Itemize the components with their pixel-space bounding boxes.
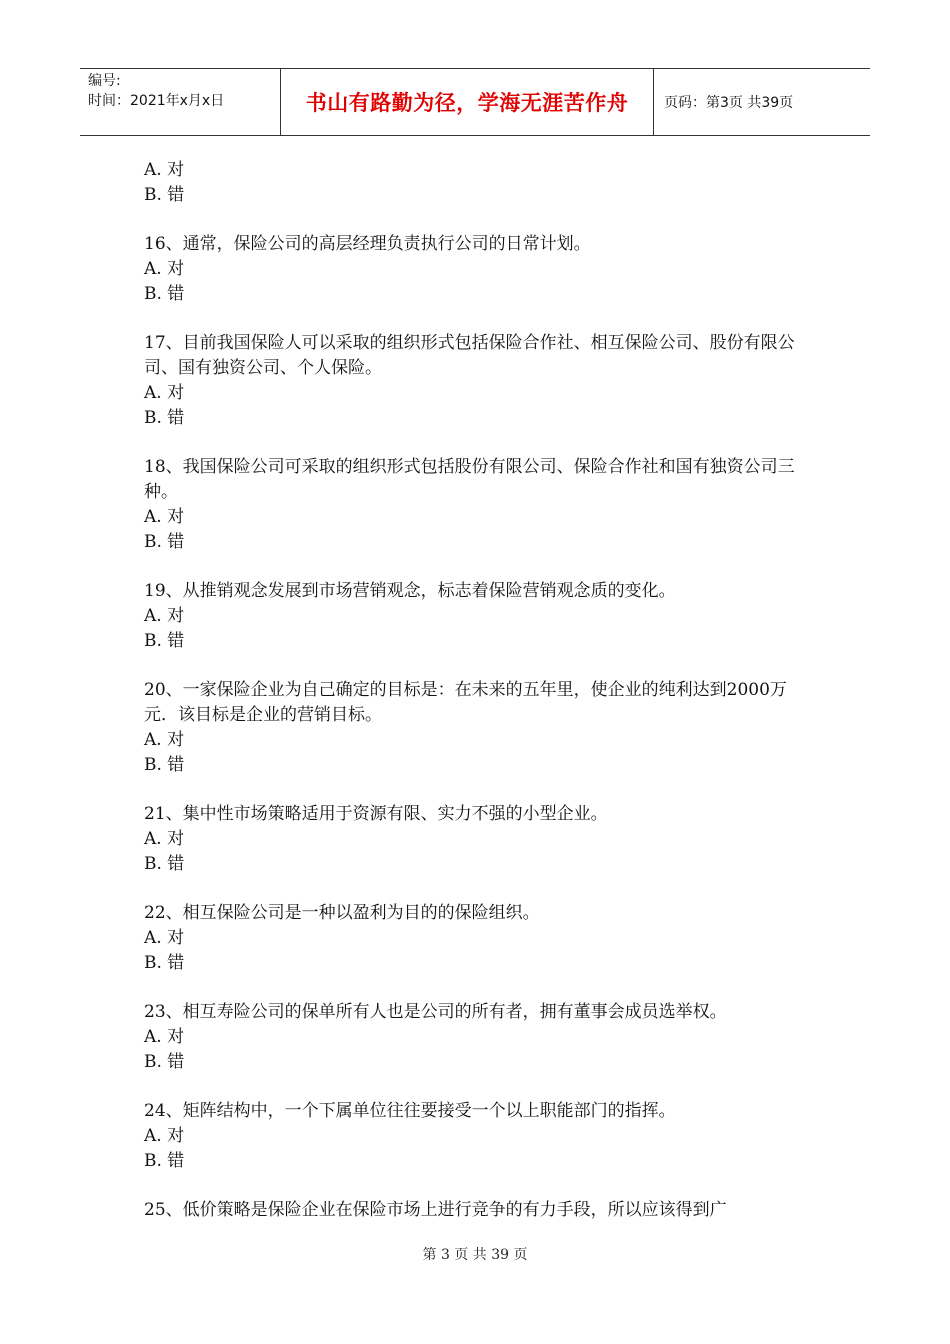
page-header <box>80 68 870 136</box>
question-19 <box>144 579 816 654</box>
question-text: 19、从推销观念发展到市场营销观念，标志着保险营销观念质的变化。 <box>144 581 676 601</box>
option-b: B. 错 <box>144 854 185 874</box>
option-a: A. 对 <box>144 160 185 180</box>
question-text: 20、一家保险企业为自己确定的目标是：在未来的五年里，使企业的纯利达到2000万元．该目标是企业的营销目标。 <box>144 680 787 725</box>
question-text-partial: 25、低价策略是保险企业在保险市场上进行竞争的有力手段，所以应该得到广 <box>144 1200 727 1220</box>
option-a: A. 对 <box>144 1027 185 1047</box>
question-16 <box>144 232 816 307</box>
option-b: B. 错 <box>144 185 185 205</box>
option-b: B. 错 <box>144 755 185 775</box>
option-a: A. 对 <box>144 383 185 403</box>
option-b: B. 错 <box>144 1052 185 1072</box>
option-b: B. 错 <box>144 953 185 973</box>
question-text: 18、我国保险公司可采取的组织形式包括股份有限公司、保险合作社和国有独资公司三种。 <box>144 457 795 502</box>
option-a: A. 对 <box>144 928 185 948</box>
question-text: 17、目前我国保险人可以采取的组织形式包括保险合作社、相互保险公司、股份有限公司、国有独资公司、个人保险。 <box>144 333 795 378</box>
question-text: 21、集中性市场策略适用于资源有限、实力不强的小型企业。 <box>144 804 608 824</box>
header-meta <box>80 69 281 135</box>
option-b: B. 错 <box>144 532 185 552</box>
option-b: B. 错 <box>144 408 185 428</box>
option-a: A. 对 <box>144 730 185 750</box>
question-text: 24、矩阵结构中，一个下属单位往往要接受一个以上职能部门的指挥。 <box>144 1101 676 1121</box>
option-b: B. 错 <box>144 284 185 304</box>
code-label: 编号: <box>88 73 121 89</box>
option-b: B. 错 <box>144 631 185 651</box>
header-page-label: 页码：第3页 共39页 <box>664 95 794 111</box>
question-18 <box>144 455 816 555</box>
option-a: A. 对 <box>144 1126 185 1146</box>
question-22 <box>144 901 816 976</box>
document-body <box>144 158 816 1247</box>
question-block-15-options <box>144 158 816 208</box>
header-motto: 书山有路勤为径，学海无涯苦作舟 <box>281 69 654 135</box>
option-b: B. 错 <box>144 1151 185 1171</box>
option-a: A. 对 <box>144 606 185 626</box>
question-25 <box>144 1198 816 1223</box>
question-17 <box>144 331 816 431</box>
time-label: 时间：2021年x月x日 <box>88 93 225 109</box>
question-text: 22、相互保险公司是一种以盈利为目的的保险组织。 <box>144 903 540 923</box>
option-a: A. 对 <box>144 507 185 527</box>
question-20 <box>144 678 816 778</box>
question-23 <box>144 1000 816 1075</box>
question-text: 23、相互寿险公司的保单所有人也是公司的所有者，拥有董事会成员选举权。 <box>144 1002 727 1022</box>
option-a: A. 对 <box>144 829 185 849</box>
option-a: A. 对 <box>144 259 185 279</box>
question-24 <box>144 1099 816 1174</box>
question-21 <box>144 802 816 877</box>
page-footer: 第 3 页 共 39 页 <box>422 1247 528 1263</box>
question-text: 16、通常，保险公司的高层经理负责执行公司的日常计划。 <box>144 234 591 254</box>
